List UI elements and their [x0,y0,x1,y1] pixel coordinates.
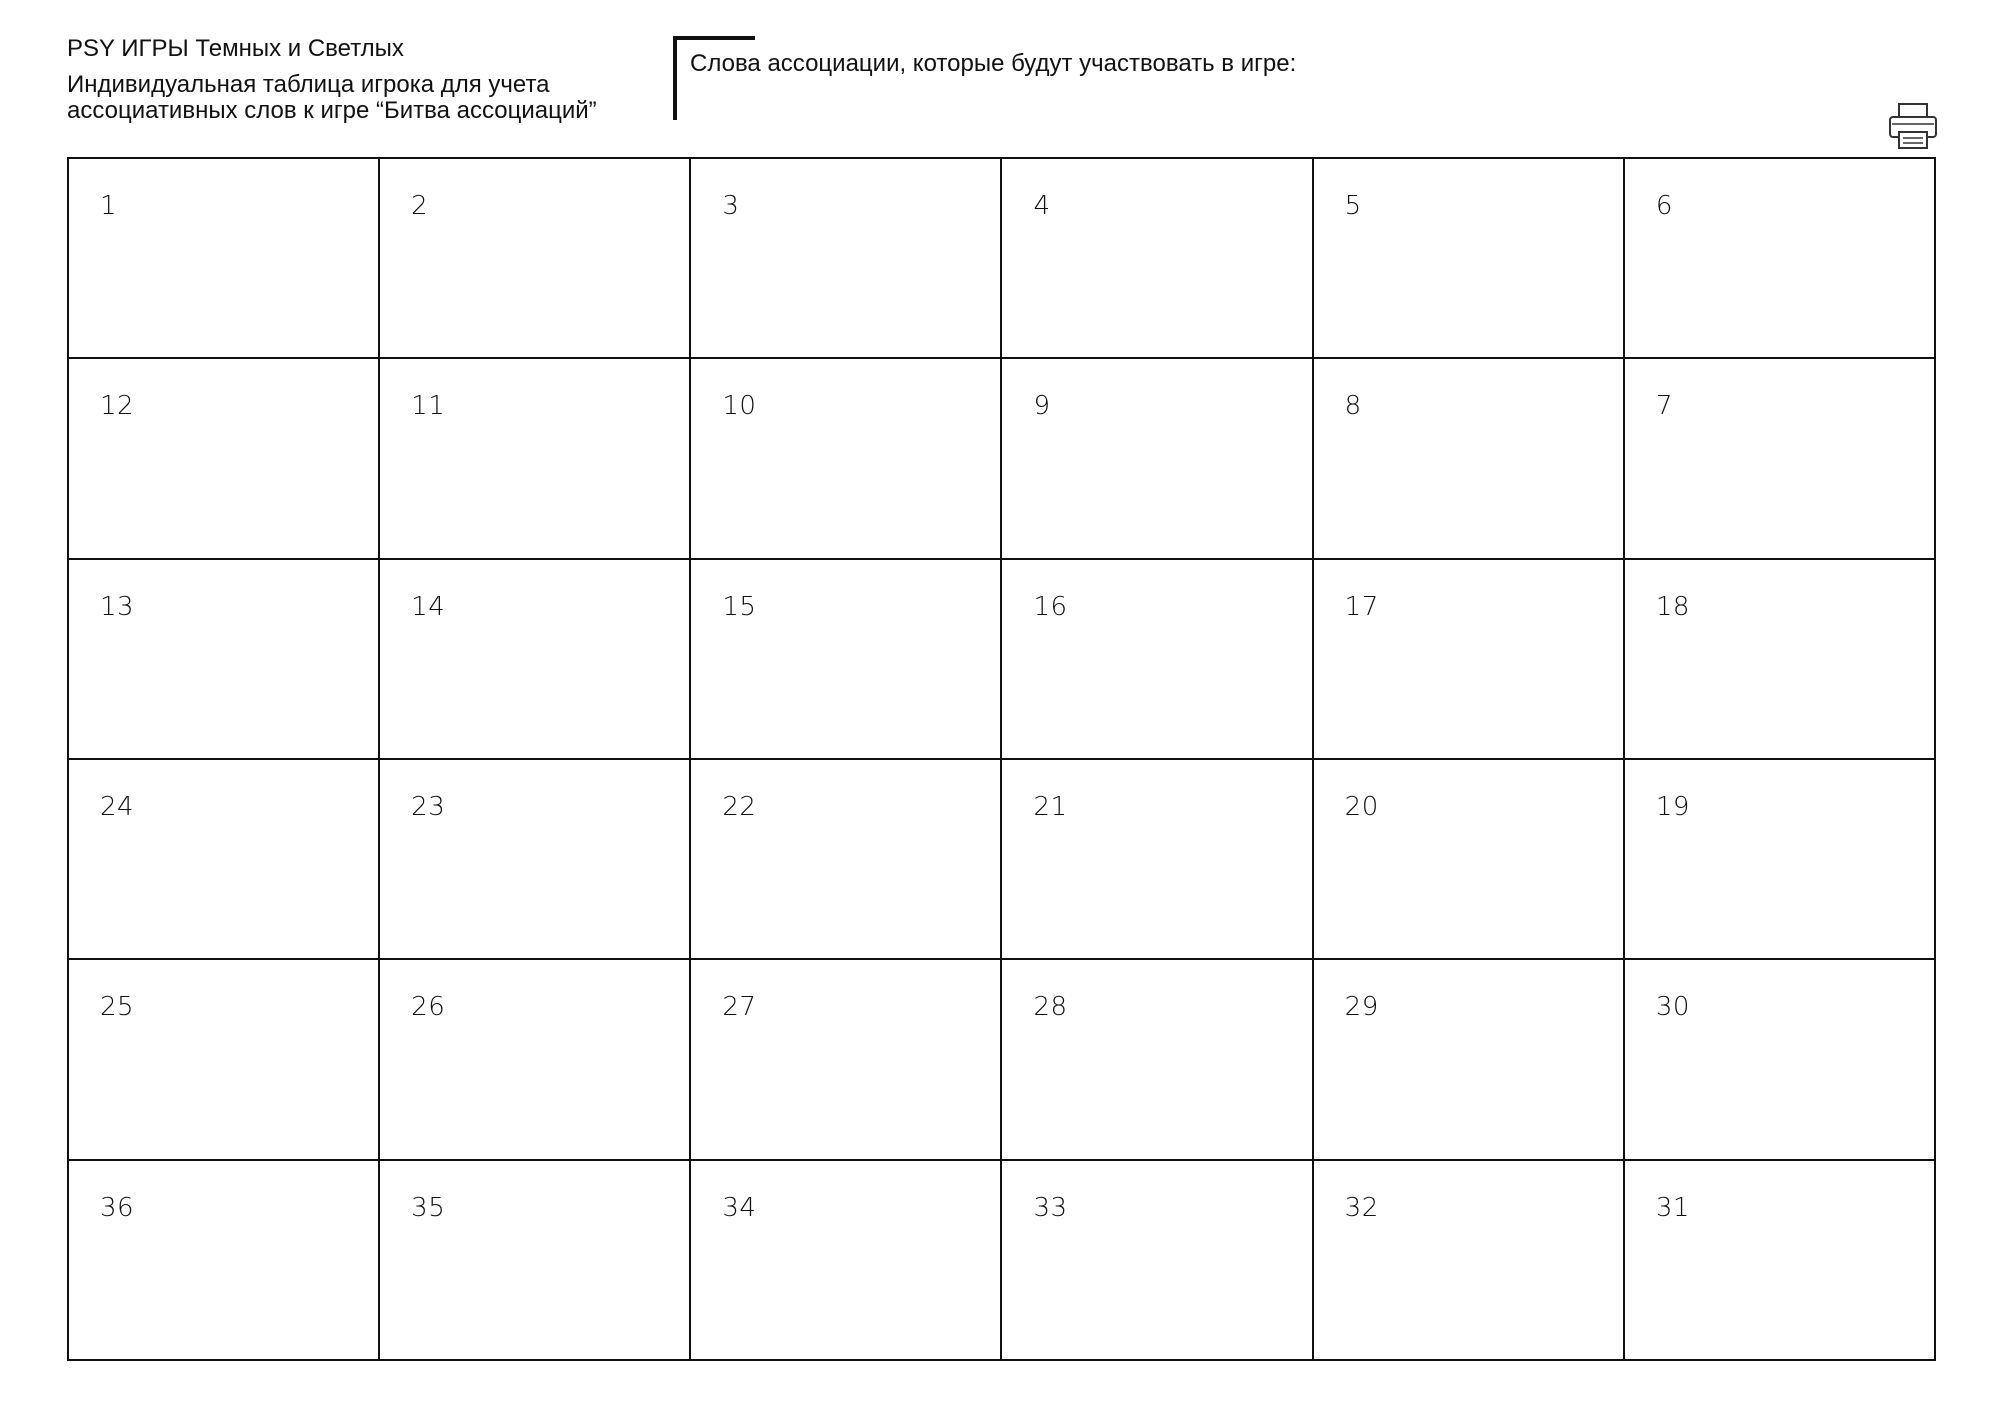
cell-number: 5 [1344,191,1362,221]
cell-number: 15 [722,591,757,622]
association-words-label: Слова ассоциации, которые будут участвовать в игре: [690,50,1297,77]
cell-number: 34 [722,1192,757,1223]
grid-cell[interactable] [1002,560,1313,760]
cell-number: 23 [411,791,446,822]
cell-number: 2 [411,191,429,221]
cell-number: 27 [722,992,757,1023]
grid-cell[interactable] [1625,760,1936,960]
cell-number: 31 [1655,1192,1690,1223]
grid-cell[interactable] [1002,960,1313,1160]
grid-cell[interactable] [1002,159,1313,359]
grid-cell[interactable] [1002,1161,1313,1361]
cell-number: 8 [1344,391,1362,422]
grid-cell[interactable] [1625,1161,1936,1361]
grid-cell[interactable] [691,359,1002,559]
grid-cell[interactable] [69,760,380,960]
cell-number: 33 [1033,1192,1068,1223]
cell-number: 21 [1033,791,1068,822]
brand-title: PSY ИГРЫ Темных и Светлых [67,35,404,62]
grid-cell[interactable] [1625,159,1936,359]
grid-cell[interactable] [380,1161,691,1361]
grid-cell[interactable] [1314,159,1625,359]
cell-number: 6 [1655,191,1673,221]
header-left [67,34,667,124]
grid-cell[interactable] [69,960,380,1160]
grid-cell[interactable] [691,960,1002,1160]
cell-number: 18 [1655,591,1690,622]
cell-number: 11 [411,391,446,422]
grid-cell[interactable] [1314,760,1625,960]
grid-cell[interactable] [380,159,691,359]
grid-cell[interactable] [1625,359,1936,559]
cell-number: 12 [100,391,135,422]
cell-number: 24 [100,791,135,822]
grid-cell[interactable] [380,359,691,559]
cell-number: 29 [1344,992,1379,1023]
cell-number: 9 [1033,391,1051,422]
print-button[interactable] [1888,102,1938,150]
grid-cell[interactable] [380,960,691,1160]
grid-cell[interactable] [691,760,1002,960]
grid-cell[interactable] [1625,560,1936,760]
cell-number: 25 [100,992,135,1023]
cell-number: 22 [722,791,757,822]
cell-number: 10 [722,391,757,422]
page-subtitle: Индивидуальная таблица игрока для учета ассоциативных слов к игре “Битва ассоциаций” [67,71,597,124]
cell-number: 20 [1344,791,1379,822]
cell-number: 26 [411,992,446,1023]
grid-cell[interactable] [1314,359,1625,559]
grid-cell[interactable] [691,1161,1002,1361]
grid-cell[interactable] [691,560,1002,760]
grid-cell[interactable] [69,560,380,760]
cell-number: 35 [411,1192,446,1223]
grid-cell[interactable] [1314,1161,1625,1361]
cell-number: 30 [1655,992,1690,1023]
cell-number: 32 [1344,1192,1379,1223]
cell-number: 17 [1344,591,1379,622]
grid-cell[interactable] [1314,960,1625,1160]
cell-number: 4 [1033,191,1051,221]
cell-number: 7 [1655,391,1673,422]
grid-cell[interactable] [1002,760,1313,960]
association-grid [67,157,1936,1361]
grid-cell[interactable] [69,159,380,359]
cell-number: 14 [411,591,446,622]
grid-cell[interactable] [691,159,1002,359]
grid-cell[interactable] [380,560,691,760]
cell-number: 1 [100,191,118,221]
printer-icon [1888,102,1938,150]
cell-number: 28 [1033,992,1068,1023]
cell-number: 19 [1655,791,1690,822]
bracket-divider [673,36,755,120]
grid-cell[interactable] [1625,960,1936,1160]
cell-number: 3 [722,191,740,221]
cell-number: 16 [1033,591,1068,622]
grid-cell[interactable] [1314,560,1625,760]
grid-cell[interactable] [69,1161,380,1361]
cell-number: 13 [100,591,135,622]
cell-number: 36 [100,1192,135,1223]
grid-cell[interactable] [1002,359,1313,559]
grid-cell[interactable] [380,760,691,960]
grid-cell[interactable] [69,359,380,559]
